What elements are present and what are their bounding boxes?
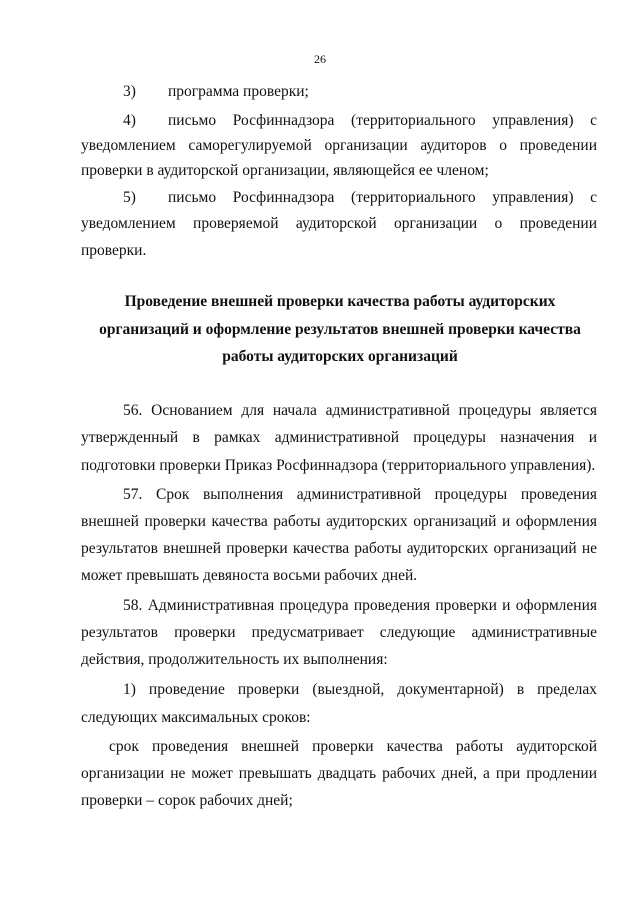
list-item-3-number: 3) bbox=[123, 83, 136, 100]
term-paragraph-line-2: организации не может превышать двадцать рабочих дней, а при продлении bbox=[81, 765, 597, 782]
paragraph-58-item-1-line-1: 1) проведение проверки (выездной, документарной) в пределах bbox=[123, 681, 597, 698]
paragraph-57-line-3: результатов внешней проверки качества работы аудиторских организаций не bbox=[81, 540, 597, 557]
paragraph-57-line-2: внешней проверки качества работы аудиторских организаций и оформления bbox=[81, 513, 597, 530]
list-item-5-line-2: уведомлением проверяемой аудиторской организации о проведении bbox=[81, 215, 597, 232]
list-item-4-line-3: проверки в аудиторской организации, являющейся ее членом; bbox=[81, 162, 489, 179]
paragraph-58-item-1-line-2: следующих максимальных сроков: bbox=[81, 709, 311, 726]
section-heading-line-1: Проведение внешней проверки качества работы аудиторских bbox=[124, 293, 556, 310]
list-item-4-line-2: уведомлением саморегулируемой организации аудиторов о проведении bbox=[81, 137, 597, 154]
term-paragraph-line-3: проверки – сорок рабочих дней; bbox=[81, 792, 293, 809]
paragraph-56-line-2: утвержденный в рамках административной процедуры назначения и bbox=[81, 429, 597, 446]
paragraph-56-line-3: подготовки проверки Приказ Росфиннадзора (территориального управления). bbox=[81, 457, 596, 474]
paragraph-58-line-1: 58. Административная процедура проведения проверки и оформления bbox=[123, 597, 597, 614]
section-heading-line-3: работы аудиторских организаций bbox=[222, 348, 458, 365]
paragraph-56-line-1: 56. Основанием для начала административной процедуры является bbox=[123, 402, 597, 419]
list-item-4-number: 4) bbox=[123, 112, 136, 129]
paragraph-58-line-3: действия, продолжительность их выполнения: bbox=[81, 651, 388, 668]
list-item-3-text: программа проверки; bbox=[168, 83, 309, 100]
paragraph-58-line-2: результатов проверки предусматривает следующие административные bbox=[81, 624, 597, 641]
list-item-5-number: 5) bbox=[123, 189, 136, 206]
page-number: 26 bbox=[314, 52, 326, 66]
paragraph-57-line-4: может превышать девяноста восьми рабочих дней. bbox=[81, 567, 418, 584]
list-item-4-line-1: письмо Росфиннадзора (территориального управления) с bbox=[168, 112, 597, 129]
term-paragraph-line-1: срок проведения внешней проверки качества работы аудиторской bbox=[109, 738, 597, 755]
paragraph-57-line-1: 57. Срок выполнения административной процедуры проведения bbox=[123, 486, 597, 503]
list-item-5-line-3: проверки. bbox=[81, 242, 147, 259]
list-item-5-line-1: письмо Росфиннадзора (территориального управления) с bbox=[168, 189, 597, 206]
section-heading-line-2: организаций и оформление результатов внешней проверки качества bbox=[99, 321, 581, 338]
